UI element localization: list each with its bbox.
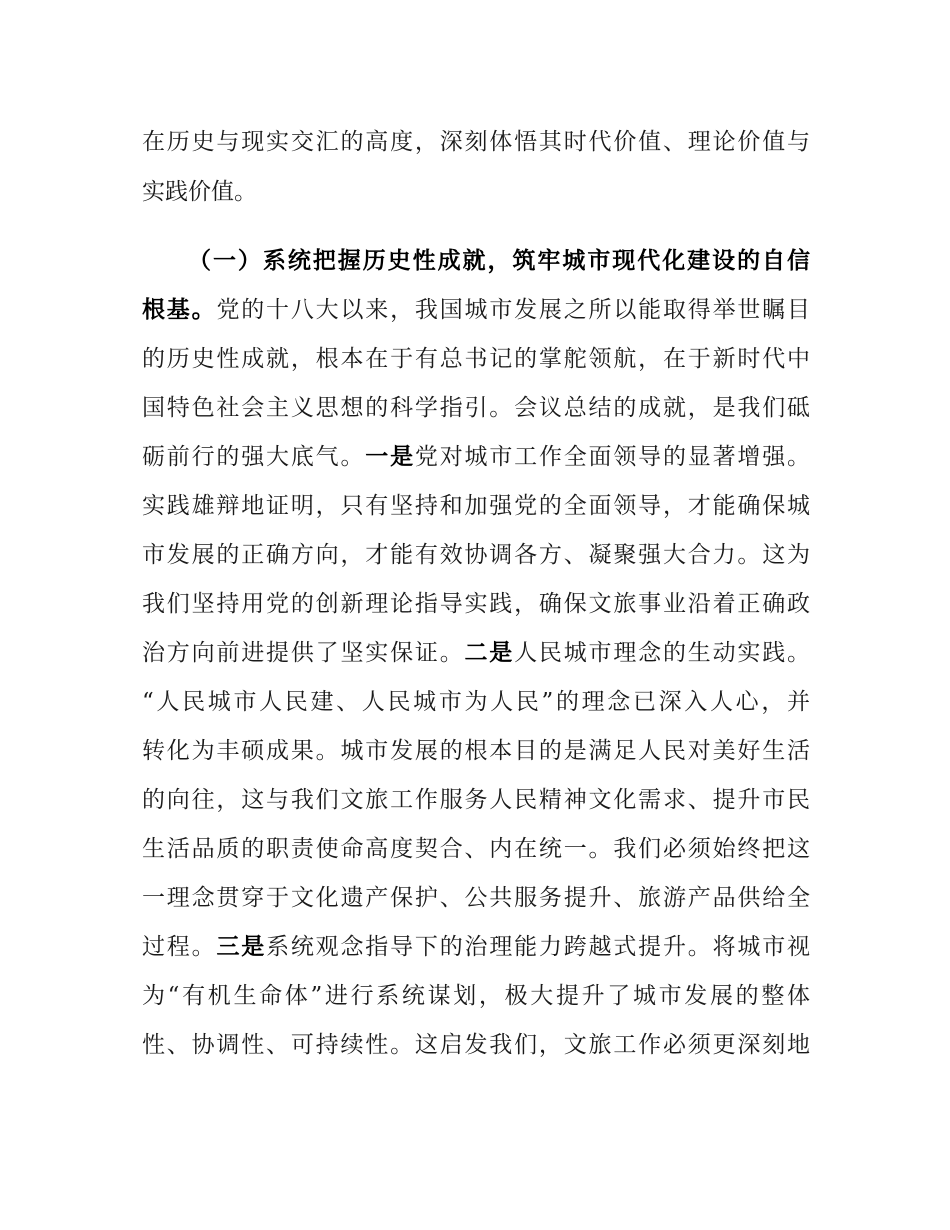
paragraph-2-line-17: 性、协调性、可持续性。这启发我们，文旅工作必须更深刻地 (142, 1032, 810, 1058)
paragraph-2-line-15-post: 系统观念指导下的治理能力跨越式提升。将城市视 (266, 934, 811, 960)
paragraph-2-line-2 (142, 290, 810, 330)
paragraph-2-line-12: 的向往，这与我们文旅工作服务人民精神文化需求、提升市民 (142, 787, 810, 813)
paragraph-2-line-8: 我们坚持用党的创新理论指导实践，确保文旅事业沿着正确政 (142, 591, 810, 617)
paragraph-2-line-9 (142, 633, 810, 673)
point-marker-1: 一是 (365, 444, 415, 470)
paragraph-2-line-13: 生活品质的职责使命高度契合、内在统一。我们必须始终把这 (142, 836, 810, 862)
point-marker-2: 二是 (464, 640, 515, 666)
section-heading: （一）系统把握历史性成就，筑牢城市现代化建设的自信 (188, 248, 810, 274)
paragraph-2-line-11: 转化为丰硕成果。城市发展的根本目的是满足人民对美好生活 (142, 738, 810, 764)
paragraph-2-line-14: 一理念贯穿于文化遗产保护、公共服务提升、旅游产品供给全 (142, 885, 810, 911)
paragraph-2-line-15 (142, 927, 810, 967)
paragraph-2-line-9-pre: 治方向前进提供了坚实保证。 (142, 640, 465, 666)
paragraph-2-line-15-pre: 过程。 (142, 934, 217, 960)
paragraph-2-line-5-post: 党对城市工作全面领导的显著增强。 (414, 444, 811, 470)
paragraph-2-line-5-pre: 砺前行的强大底气。 (142, 444, 366, 470)
paragraph-2-line-4: 国特色社会主义思想的科学指引。会议总结的成就，是我们砥 (142, 395, 810, 421)
paragraph-2-line-9-post: 人民城市理念的生动实践。 (514, 640, 811, 666)
paragraph-2-line-7: 市发展的正确方向，才能有效协调各方、凝聚强大合力。这为 (142, 542, 810, 568)
paragraph-2-line-10: “人民城市人民建、人民城市为人民”的理念已深入人心，并 (142, 689, 810, 715)
paragraph-2-line-3: 的历史性成就，根本在于有总书记的掌舵领航，在于新时代中 (142, 346, 810, 372)
section-heading-end: 根基。 (142, 297, 217, 323)
paragraph-2-line-2-text: 党的十八大以来，我国城市发展之所以能取得举世瞩目 (216, 297, 811, 323)
paragraph-2-line-6: 实践雄辩地证明，只有坚持和加强党的全面领导，才能确保城 (142, 493, 810, 519)
paragraph-1-line-1: 在历史与现实交汇的高度，深刻体悟其时代价值、理论价值与 (142, 129, 810, 155)
paragraph-2-line-5 (142, 437, 810, 477)
paragraph-2-line-16: 为“有机生命体”进行系统谋划，极大提升了城市发展的整体 (142, 983, 810, 1009)
paragraph-1-line-2: 实践价值。 (142, 179, 257, 205)
point-marker-3: 三是 (216, 934, 267, 960)
